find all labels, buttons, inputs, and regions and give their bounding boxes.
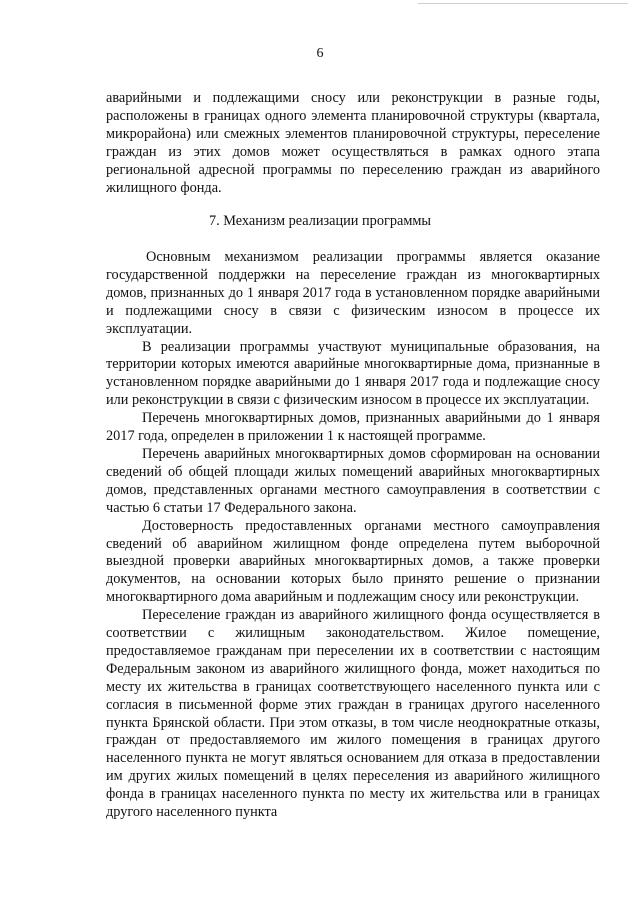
continuation-block: [106, 90, 600, 197]
paragraph: В реализации программы участвуют муниципальные образования, на территории которых имеются аварийные многоквартирные дома, признанные в установленном порядке аварийными до 1 января 2017 года и подлежащие сносу или реконструкции в связи с физическим износом в процессе их эксплуатации.: [106, 338, 600, 409]
scan-edge-line: [418, 3, 628, 4]
page-number: 6: [316, 46, 324, 61]
paragraph: Перечень многоквартирных домов, признанных аварийными до 1 января 2017 года, определен в приложении 1 к настоящей программе.: [106, 410, 600, 445]
section-body: [106, 249, 600, 822]
continuation-paragraph: аварийными и подлежащими сносу или реконструкции в разные годы, расположены в границах одного элемента планировочной структуры (квартала, микрорайона) или смежных элементов планировочной структуры, переселение граждан из этих домов может осуществляться в рамках одного этапа региональной адресной программы по переселению граждан из аварийного жилищного фонда.: [106, 90, 600, 196]
paragraph: Достоверность предоставленных органами местного самоуправления сведений об аварийном жилищном фонде определена путем выборочной выездной проверки аварийных многоквартирных домов, а также проверки документов, на основании которых было принято решение о признании многоквартирного дома аварийным и подлежащим сносу или реконструкции.: [106, 517, 600, 606]
paragraph: Переселение граждан из аварийного жилищного фонда осуществляется в соответствии с жилищным законодательством. Жилое помещение, предоставляемое гражданам при переселении их в соответствии с настоящим Федеральным законом из аварийного жилищного фонда, может находиться по месту их жительства в границах соответствующего населенного пункта или с согласия в письменной форме этих граждан в границах другого населенного пункта Брянской области. При этом отказы, в том числе неоднократные отказы, граждан от предоставляемого им жилого помещения в границах другого населенного пункта не могут являться основанием для отказа в предоставлении им других жилых помещений в целях переселения из аварийного жилищного фонда в границах населенного пункта по месту их жительства или в границах другого населенного пункта: [106, 607, 600, 821]
paragraph: Перечень аварийных многоквартирных домов сформирован на основании сведений об общей площади жилых помещений аварийных многоквартирных домов, представленных органами местного самоуправления в соответствии с частью 6 статьи 17 Федерального закона.: [106, 445, 600, 516]
section-heading: 7. Механизм реализации программы: [208, 213, 432, 229]
paragraph: Основным механизмом реализации программы является оказание государственной поддержки на переселение граждан из многоквартирных домов, признанных до 1 января 2017 года в установленном порядке аварийными и подлежащими сносу в связи с физическим износом в процессе их эксплуатации.: [106, 249, 600, 337]
